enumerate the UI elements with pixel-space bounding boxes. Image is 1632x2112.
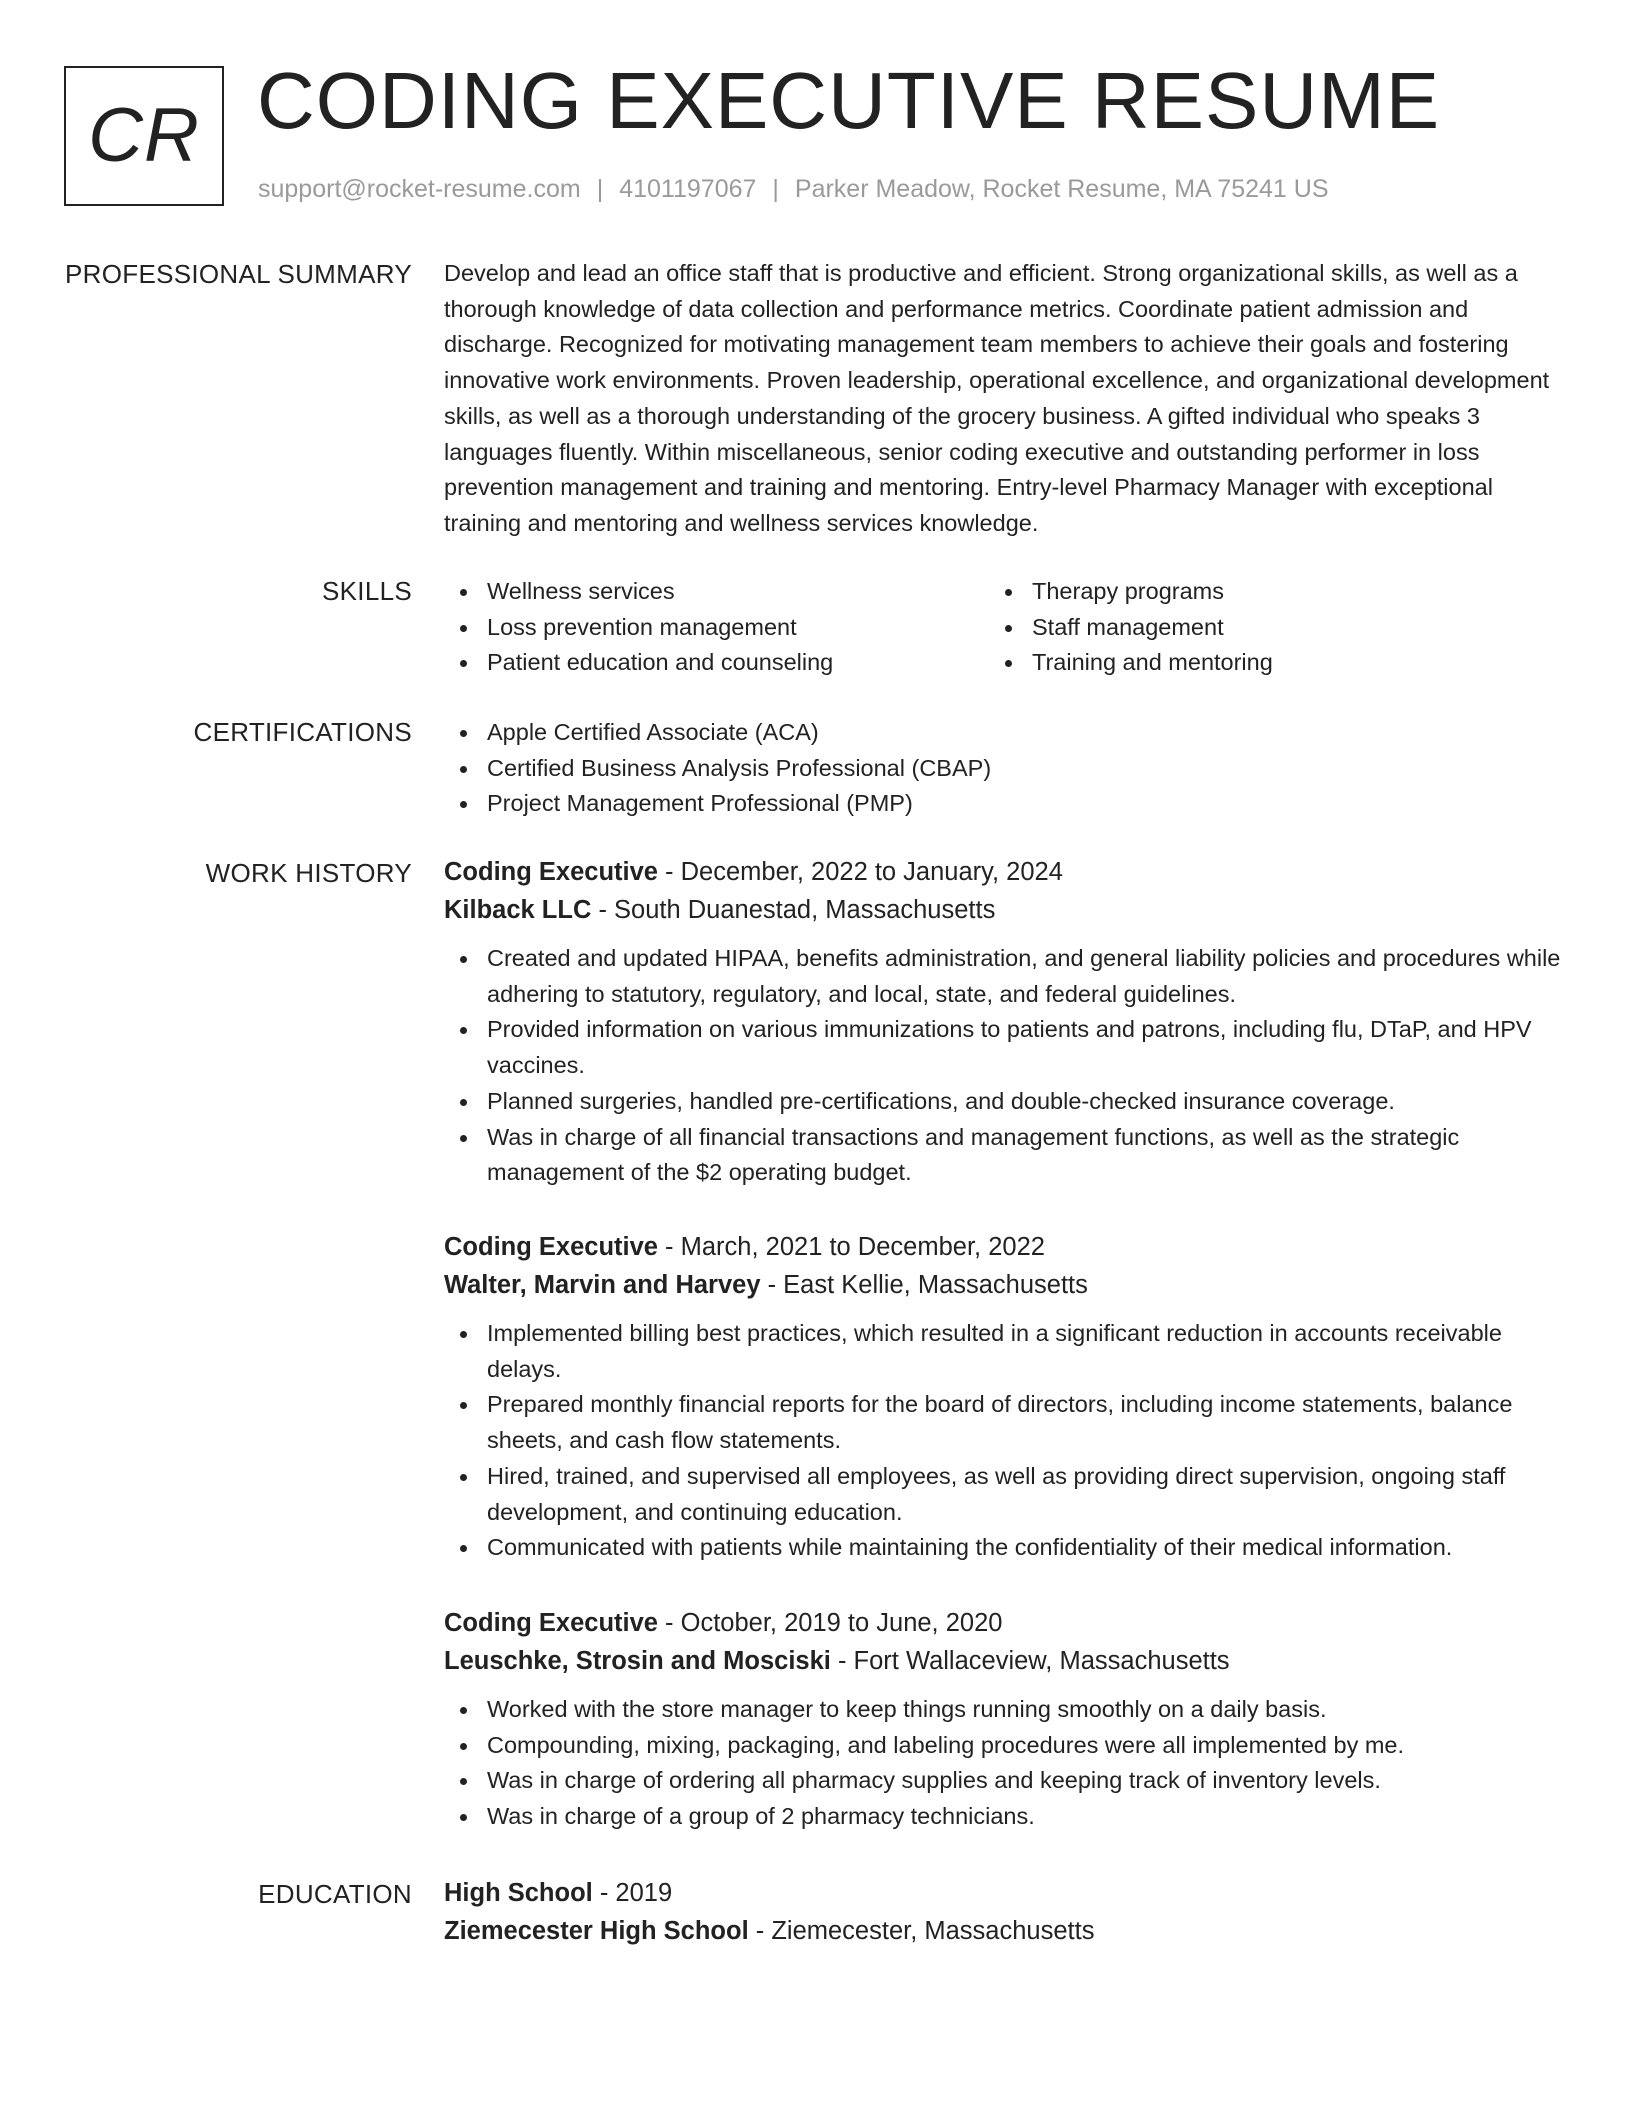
job-company: Leuschke, Strosin and Mosciski xyxy=(444,1647,831,1675)
education-location: - Ziemecester, Massachusetts xyxy=(748,1917,1095,1945)
section-label-skills: SKILLS xyxy=(322,576,412,606)
job-location: - East Kellie, Massachusetts xyxy=(760,1271,1088,1299)
education-school-line xyxy=(444,1912,1564,1950)
job-location: - South Duanestad, Massachusetts xyxy=(591,896,996,924)
job-bullet: Hired, trained, and supervised all employees, as well as providing direct supervision, ongoing staff development, and continuing education. xyxy=(444,1459,1564,1530)
job-bullet-list xyxy=(444,1692,1564,1835)
job-bullet: Planned surgeries, handled pre-certifications, and double-checked insurance coverage. xyxy=(444,1084,1564,1120)
job-location: - Fort Wallaceview, Massachusetts xyxy=(830,1647,1230,1675)
skill-item: Staff management xyxy=(989,610,1534,646)
section-label-work-history: WORK HISTORY xyxy=(205,858,412,888)
skill-item: Loss prevention management xyxy=(444,610,989,646)
skill-item: Wellness services xyxy=(444,574,989,610)
job-bullet: Created and updated HIPAA, benefits administration, and general liability policies and procedures while adhering to statutory, regulatory, and local, state, and federal guidelines. xyxy=(444,941,1564,1012)
skills-grid xyxy=(444,574,1564,681)
resume-title: CODING EXECUTIVE RESUME xyxy=(257,56,1441,145)
summary-section xyxy=(444,256,1564,542)
job-entry xyxy=(444,1604,1564,1835)
skill-item: Therapy programs xyxy=(989,574,1534,610)
job-bullet: Communicated with patients while maintaining the confidentiality of their medical information. xyxy=(444,1530,1564,1566)
job-bullet: Was in charge of a group of 2 pharmacy technicians. xyxy=(444,1799,1564,1835)
contact-phone: 4101197067 xyxy=(619,175,757,203)
job-company-line xyxy=(444,891,1564,929)
job-company-line xyxy=(444,1266,1564,1304)
education-degree-line xyxy=(444,1874,1564,1912)
job-bullet: Was in charge of all financial transactions and management functions, as well as the strategic management of the $2 operating budget. xyxy=(444,1120,1564,1191)
skills-section xyxy=(444,574,1564,681)
job-bullet-list xyxy=(444,1316,1564,1566)
job-title-line xyxy=(444,1228,1564,1266)
section-label-education: EDUCATION xyxy=(258,1879,412,1909)
skills-list-left xyxy=(444,574,989,681)
job-bullet: Worked with the store manager to keep things running smoothly on a daily basis. xyxy=(444,1692,1564,1728)
job-dates: - October, 2019 to June, 2020 xyxy=(657,1609,1003,1637)
contact-address: Parker Meadow, Rocket Resume, MA 75241 US xyxy=(794,175,1329,203)
job-dates: - December, 2022 to January, 2024 xyxy=(657,858,1063,886)
certification-item: Certified Business Analysis Professional (CBAP) xyxy=(444,751,1564,787)
job-title-line xyxy=(444,853,1564,891)
monogram-box xyxy=(64,66,224,206)
job-bullet: Compounding, mixing, packaging, and labeling procedures were all implemented by me. xyxy=(444,1728,1564,1764)
job-title: Coding Executive xyxy=(444,1609,658,1637)
education-degree: High School xyxy=(444,1879,593,1907)
job-dates: - March, 2021 to December, 2022 xyxy=(657,1233,1045,1261)
job-title: Coding Executive xyxy=(444,858,658,886)
section-label-certifications: CERTIFICATIONS xyxy=(193,717,412,747)
certification-item: Project Management Professional (PMP) xyxy=(444,786,1564,822)
contact-line xyxy=(258,174,1329,204)
job-entry xyxy=(444,853,1564,1191)
job-bullet-list xyxy=(444,941,1564,1191)
skills-list-right xyxy=(989,574,1534,681)
contact-separator: | xyxy=(772,175,779,203)
education-school: Ziemecester High School xyxy=(444,1917,749,1945)
summary-text: Develop and lead an office staff that is productive and efficient. Strong organizational skills, as well as a thorough knowledge of data collection and performance metrics. Coordinate patient admission and discharge. Recognized for motivating management team members to achieve their goals and fostering innovative work environments. Proven leadership, operational excellence, and organizational development skills, as well as a thorough understanding of the grocery business. A gifted individual who speaks 3 languages fluently. Within miscellaneous, senior coding executive and outstanding performer in loss prevention management and training and mentoring. Entry-level Pharmacy Manager with exceptional training and mentoring and wellness services knowledge. xyxy=(444,260,1550,536)
education-entry xyxy=(444,1874,1564,1950)
job-company-line xyxy=(444,1642,1564,1680)
job-company: Walter, Marvin and Harvey xyxy=(444,1271,761,1299)
monogram-initials: CR xyxy=(88,93,200,178)
contact-separator: | xyxy=(596,175,604,203)
job-bullet: Implemented billing best practices, which resulted in a significant reduction in accounts receivable delays. xyxy=(444,1316,1564,1387)
skill-item: Training and mentoring xyxy=(989,645,1534,681)
education-year: - 2019 xyxy=(592,1879,673,1907)
certifications-section xyxy=(444,715,1564,822)
job-bullet: Was in charge of ordering all pharmacy supplies and keeping track of inventory levels. xyxy=(444,1763,1564,1799)
job-entry xyxy=(444,1228,1564,1566)
job-bullet: Prepared monthly financial reports for the board of directors, including income statements, balance sheets, and cash flow statements. xyxy=(444,1387,1564,1458)
job-title: Coding Executive xyxy=(444,1233,658,1261)
job-company: Kilback LLC xyxy=(444,896,592,924)
certification-item: Apple Certified Associate (ACA) xyxy=(444,715,1564,751)
certifications-list xyxy=(444,715,1564,822)
skill-item: Patient education and counseling xyxy=(444,645,989,681)
job-bullet: Provided information on various immunizations to patients and patrons, including flu, DTaP, and HPV vaccines. xyxy=(444,1012,1564,1083)
section-label-summary: PROFESSIONAL SUMMARY xyxy=(65,259,412,289)
job-title-line xyxy=(444,1604,1564,1642)
contact-email: support@rocket-resume.com xyxy=(258,175,581,203)
